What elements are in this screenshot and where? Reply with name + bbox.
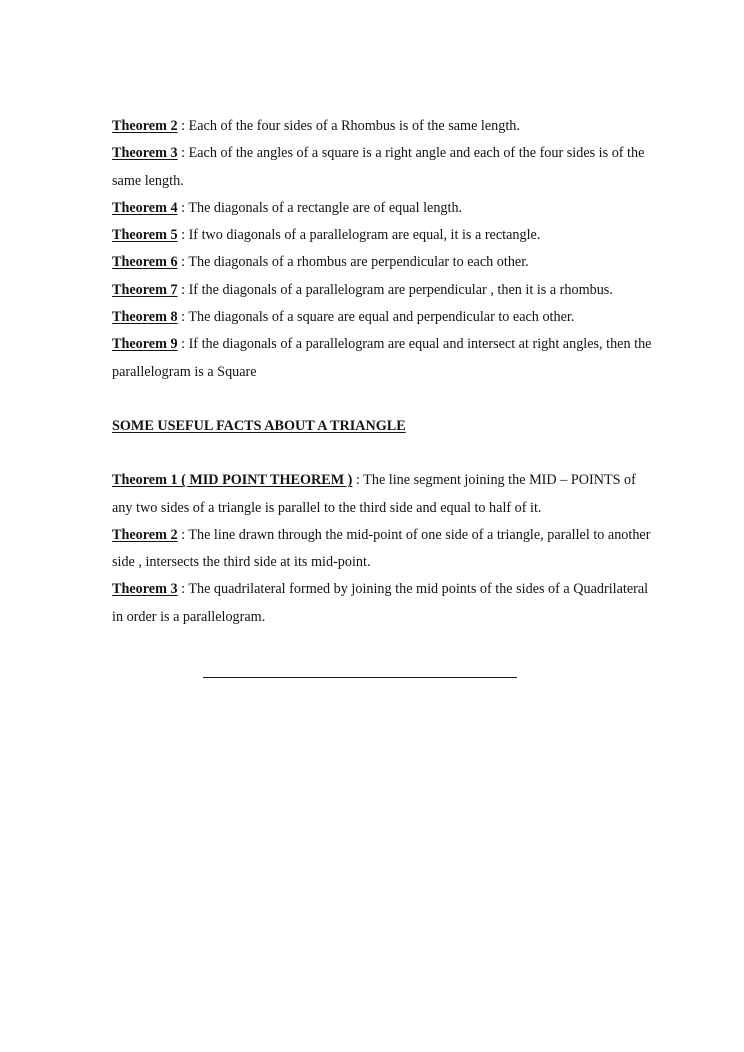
theorem-text: : The diagonals of a rhombus are perpendicular to each other.	[177, 254, 529, 271]
theorem-paragraph	[112, 522, 652, 577]
theorem-paragraph	[112, 195, 652, 222]
document-page	[112, 113, 652, 631]
theorem-text: : If the diagonals of a parallelogram are equal and intersect at right angles, then the parallelogram is a Square	[112, 336, 652, 380]
theorem-label: Theorem 1 ( MID POINT THEOREM )	[112, 472, 353, 489]
theorem-label: Theorem 2	[112, 526, 178, 543]
theorem-paragraph	[112, 467, 652, 522]
theorem-label: Theorem 4	[112, 199, 178, 216]
theorem-label: Theorem 2	[112, 118, 178, 134]
theorem-text: : If the diagonals of a parallelogram are perpendicular , then it is a rhombus.	[177, 281, 613, 298]
theorem-paragraph	[112, 249, 652, 276]
end-divider-line	[203, 677, 517, 678]
theorem-label: Theorem 8	[112, 309, 178, 326]
section-spacer	[112, 386, 652, 413]
theorem-paragraph	[112, 576, 652, 631]
theorem-label: Theorem 7	[112, 281, 178, 298]
theorem-label: Theorem 9	[112, 336, 178, 353]
theorem-text: : Each of the four sides of a Rhombus is of the same length.	[177, 118, 520, 134]
theorem-text: : The quadrilateral formed by joining the mid points of the sides of a Quadrilateral in order is a parallelogram.	[112, 581, 649, 625]
theorem-text: : If two diagonals of a parallelogram are equal, it is a rectangle.	[177, 227, 541, 244]
theorem-paragraph	[112, 277, 652, 304]
theorem-paragraph	[112, 331, 652, 386]
theorem-text: : Each of the angles of a square is a right angle and each of the four sides is of the same length.	[112, 145, 645, 189]
theorem-label: Theorem 3	[112, 581, 178, 598]
theorem-text: : The diagonals of a rectangle are of equal length.	[177, 199, 463, 216]
section-spacer	[112, 440, 652, 467]
theorem-paragraph	[112, 140, 652, 195]
theorem-paragraph	[112, 304, 652, 331]
section-heading: SOME USEFUL FACTS ABOUT A TRIANGLE	[112, 417, 406, 434]
theorem-text: : The diagonals of a square are equal and perpendicular to each other.	[177, 309, 575, 326]
theorem-text: : The line segment joining the MID – POINTS of any two sides of a triangle is parallel to the third side and equal to half of it.	[112, 472, 636, 516]
theorem-label: Theorem 6	[112, 254, 178, 271]
theorem-label: Theorem 3	[112, 145, 178, 162]
theorem-label: Theorem 5	[112, 227, 178, 244]
theorem-paragraph	[112, 222, 652, 249]
theorem-text: : The line drawn through the mid-point of one side of a triangle, parallel to another side , intersects the third side at its mid-point.	[112, 526, 651, 571]
theorem-paragraph	[112, 113, 652, 140]
